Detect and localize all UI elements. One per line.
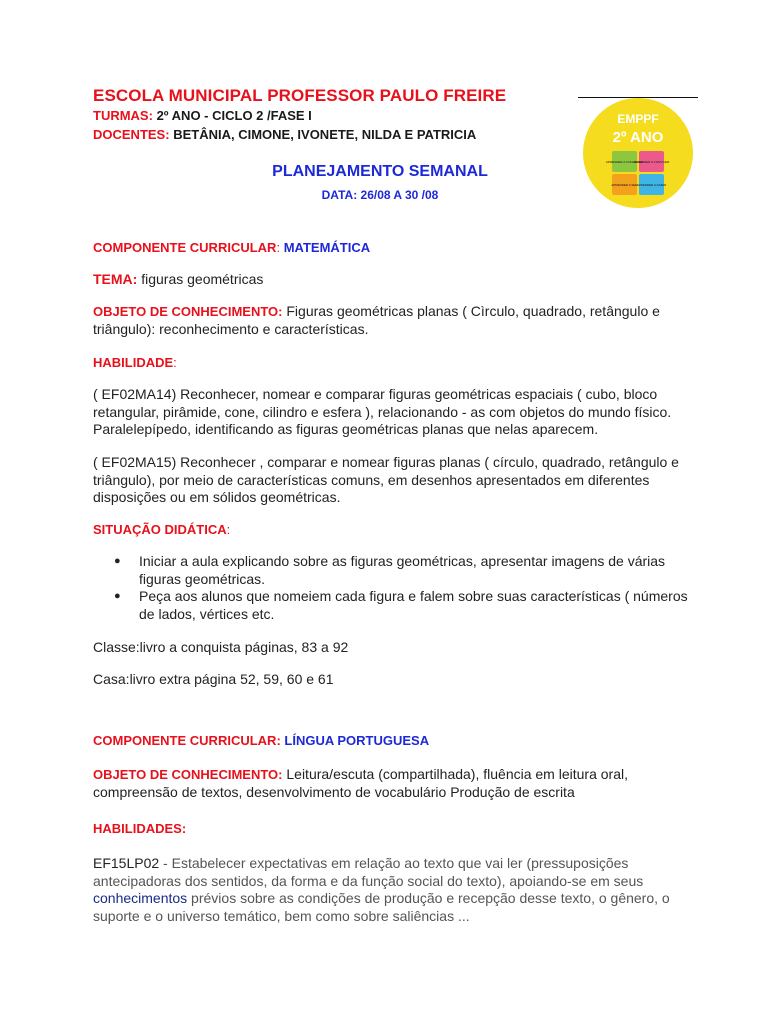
habilidade-ef02ma15: ( EF02MA15) Reconhecer , comparar e nomear figuras planas ( círculo, quadrado, retângulo e triângulo), por meio de características comuns, em desenhos apresentados em diferentes disposições ou em sólidos geométricas. xyxy=(93,454,679,505)
componente-pt-label: COMPONENTE CURRICULAR: xyxy=(93,733,281,748)
situacao-heading xyxy=(93,521,693,539)
objeto-label: OBJETO DE CONHECIMENTO: xyxy=(93,304,283,319)
list-item xyxy=(93,588,693,623)
situacao-colon: : xyxy=(226,522,231,537)
school-name: ESCOLA MUNICIPAL PROFESSOR PAULO FREIRE xyxy=(93,86,507,105)
componente-value: MATEMÁTICA xyxy=(283,240,371,255)
bullet-text: Peça aos alunos que nomeiem cada figura e falem sobre suas características ( números de lados, vértices etc. xyxy=(139,588,688,622)
habilidade-colon: : xyxy=(173,355,177,370)
docentes-value: BETÂNIA, CIMONE, IVONETE, NILDA E PATRICIA xyxy=(173,127,477,142)
componente-pt-value: LÍNGUA PORTUGUESA xyxy=(280,733,430,748)
habilidade-ef15lp02 xyxy=(93,855,693,925)
objeto-pt-label: OBJETO DE CONHECIMENTO: xyxy=(93,767,283,782)
objeto-matematica xyxy=(93,303,693,338)
componente-matematica xyxy=(93,239,693,257)
situacao-list xyxy=(93,553,693,623)
docentes-line xyxy=(93,127,476,142)
casa-line: Casa:livro extra página 52, 59, 60 e 61 xyxy=(93,671,334,687)
logo-line1: EMPPF xyxy=(617,112,659,126)
habilidade-heading xyxy=(93,354,693,372)
logo-piece-text-1: APRENDER A CONHECER xyxy=(605,160,644,164)
tema-line xyxy=(93,271,693,289)
bullet-icon: ● xyxy=(114,590,121,602)
logo-piece-text-3: APRENDER A SER xyxy=(611,183,638,187)
habilidade-text-1: - Estabelecer expectativas em relação ao texto que vai ler (pressuposições antecipadoras dos sentidos, da forma e da função social do texto), apoiando-se em seus xyxy=(93,855,644,889)
tema-label: TEMA: xyxy=(93,271,138,287)
habilidade-ef02ma14: ( EF02MA14) Reconhecer, nomear e comparar figuras geométricas espaciais ( cubo, bloco retangular, pirâmide, cone, cilindro e esfera ), relacionando - as com objetos do mundo físico. Paralelepípedo, identificando as figuras geométricas planas que nelas aparecem. xyxy=(93,386,672,437)
componente-label: COMPONENTE CURRICULAR xyxy=(93,240,277,255)
habilidade-code: EF15LP02 xyxy=(93,855,160,871)
bullet-icon: ● xyxy=(114,555,121,567)
list-item xyxy=(93,553,693,588)
componente-portugues xyxy=(93,732,693,750)
date-range: DATA: 26/08 A 30 /08 xyxy=(321,188,439,202)
logo-piece-text-2: APRENDER A CONVIVER xyxy=(633,160,670,164)
turmas-line xyxy=(93,108,312,123)
objeto-value: Figuras geométricas planas ( Cìrculo, quadrado, retângulo e triângulo): reconhecimento e características. xyxy=(93,303,660,337)
turmas-value: 2º ANO - CICLO 2 /FASE I xyxy=(156,108,312,123)
habilidade-label: HABILIDADE xyxy=(93,355,174,370)
turmas-label: TURMAS: xyxy=(93,108,153,123)
objeto-portugues xyxy=(93,766,693,801)
page-title: PLANEJAMENTO SEMANAL xyxy=(272,163,488,180)
objeto-pt-value: Leitura/escuta (compartilhada), fluência em leitura oral, compreensão de textos, desenvolvimento de vocabulário Produção de escrita xyxy=(93,766,628,800)
habilidades-heading xyxy=(93,820,693,838)
tema-value: figuras geométricas xyxy=(137,271,264,287)
bullet-text: Iniciar a aula explicando sobre as figuras geométricas, apresentar imagens de várias figuras geométricas. xyxy=(139,553,666,587)
componente-colon: : xyxy=(276,240,281,255)
habilidades-label: HABILIDADES: xyxy=(93,821,187,836)
classe-line: Classe:livro a conquista páginas, 83 a 92 xyxy=(93,639,349,655)
situacao-label: SITUAÇÃO DIDÁTICA xyxy=(93,522,227,537)
logo-piece-text-4: APRENDER A FAZER xyxy=(636,183,667,187)
habilidade-text-2: prévios sobre as condições de produção e recepção desse texto, o gênero, o suporte e o universo temático, bem como sobre saliências ... xyxy=(93,890,670,924)
logo-line2: 2º ANO xyxy=(612,129,664,146)
habilidade-conhecimentos: conhecimentos xyxy=(93,890,188,906)
docentes-label: DOCENTES: xyxy=(93,127,170,142)
